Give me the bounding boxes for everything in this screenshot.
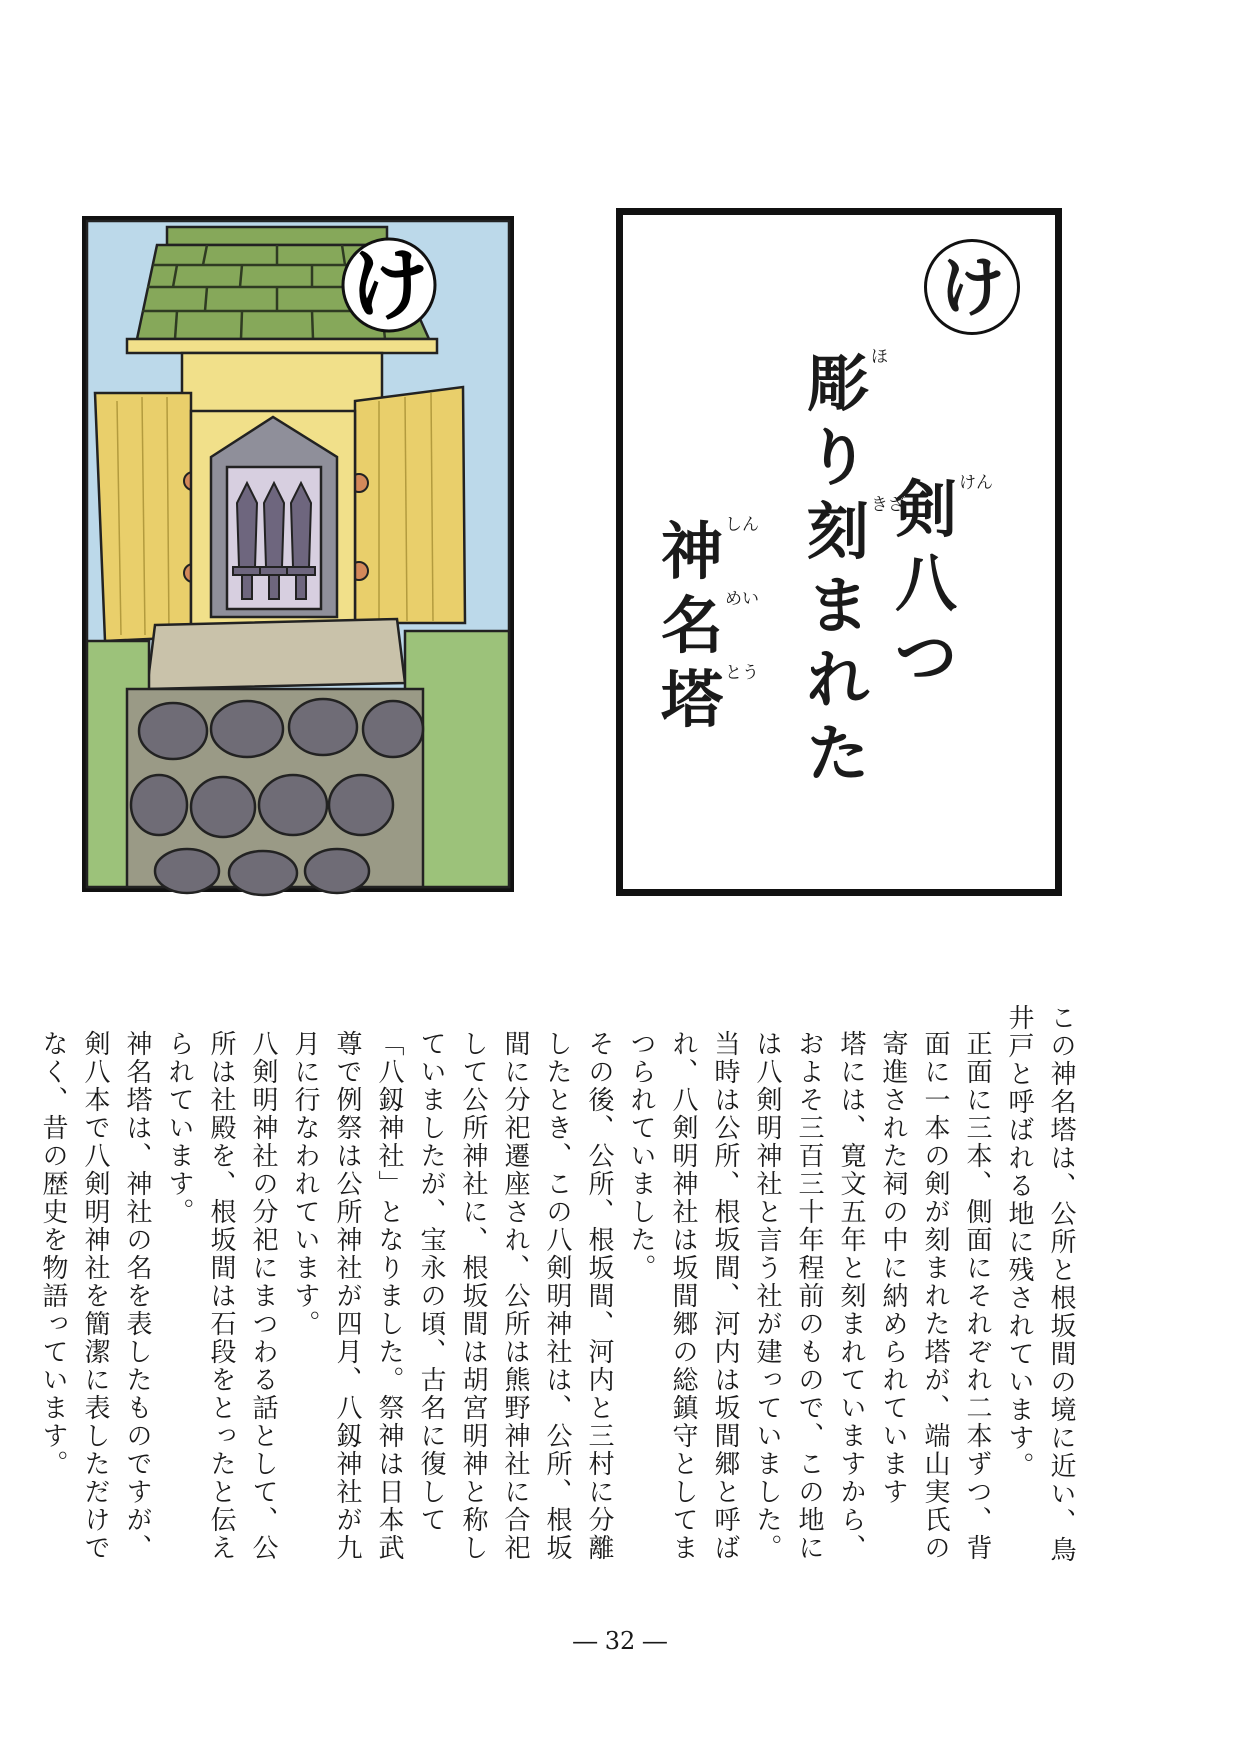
poem-glyph: 八 (895, 547, 958, 620)
poem-character (661, 589, 759, 663)
poem-column-3 (661, 515, 759, 737)
kana-seal-letter: け (349, 238, 429, 332)
poem-glyph: 彫 (807, 347, 870, 420)
poem-glyph: 名 (661, 589, 724, 662)
page-number: ― 32 ― (573, 1627, 667, 1655)
poem-character (807, 643, 869, 717)
right-door (355, 387, 465, 623)
poem-glyph: 刻 (807, 495, 870, 568)
body-paragraph: 八剣明神社の分祀にまつわる話として、公所は社殿を、根坂間は石段をとったと伝えられています。 (164, 1030, 278, 1562)
poem-character (807, 569, 869, 643)
poem-glyph: 神 (661, 515, 724, 588)
poem-ruby: とう (725, 663, 759, 683)
reading-card (616, 208, 1062, 896)
poem-glyph: 剣 (895, 473, 958, 546)
poem-character (807, 717, 869, 791)
swords (233, 483, 315, 599)
poem-character (807, 495, 905, 569)
body-paragraph: この神名塔は、公所と根坂間の境に近い、鳥井戸と呼ばれる地に残されています。 (1004, 1004, 1076, 1564)
poem-ruby: けん (959, 473, 993, 493)
picture-card-illustration (87, 221, 509, 887)
poem-ruby: ほ (871, 347, 888, 367)
body-paragraph: 神名塔は、神社の名を表したものですが、剣八本で八剣明神社を簡潔に表しただけでなく、昔の歴史を物語っています。 (38, 1030, 152, 1562)
poem-column-2 (807, 347, 905, 791)
poem-ruby: きざ (871, 495, 905, 515)
body-text (38, 1004, 1082, 1564)
eave (127, 339, 437, 353)
reading-card-kana-badge: け (924, 239, 1020, 335)
poem-character (807, 347, 888, 421)
poem-ruby: めい (725, 589, 759, 609)
poem-glyph: ま (807, 569, 870, 642)
poem-ruby: しん (725, 515, 759, 535)
poem-glyph: た (807, 717, 870, 790)
poem-character (661, 663, 759, 737)
picture-card (82, 216, 514, 892)
poem-character (895, 547, 957, 621)
poem-glyph: り (807, 421, 870, 494)
stone-step (147, 619, 405, 689)
body-paragraph: 正面に三本、側面にそれぞれ二本ずつ、背面に一本の剣が刻まれた塔が、端山実氏の寄進された祠の中に納められています (878, 1030, 992, 1562)
poem-character (807, 421, 869, 495)
poem-character (661, 515, 759, 589)
poem-glyph: れ (807, 643, 870, 716)
poem-glyph: つ (895, 621, 958, 694)
poem-glyph: 塔 (661, 663, 724, 736)
body-paragraph: 塔には、寛文五年と刻まれていますから、およそ三百三十年程前のもので、この地には八剣明神社と言う社が建っていました。当時は公所、根坂間、河内は坂間郷と呼ばれ、八剣明神社は坂間郷の総鎮守としてまつられていました。 (626, 1030, 866, 1562)
body-paragraph: その後、公所、根坂間、河内と三村に分離したとき、この八剣明神社は、公所、根坂間に分祀遷座され、公所は熊野神社に合祀して公所神社に、根坂間は胡宮明神と称していましたが、宝永の頃、古名に復して「八釼神社」となりました。祭神は日本武尊で例祭は公所神社が四月、八釼神社が九月に行なわれています。 (290, 1030, 614, 1562)
poem-character (895, 621, 957, 695)
